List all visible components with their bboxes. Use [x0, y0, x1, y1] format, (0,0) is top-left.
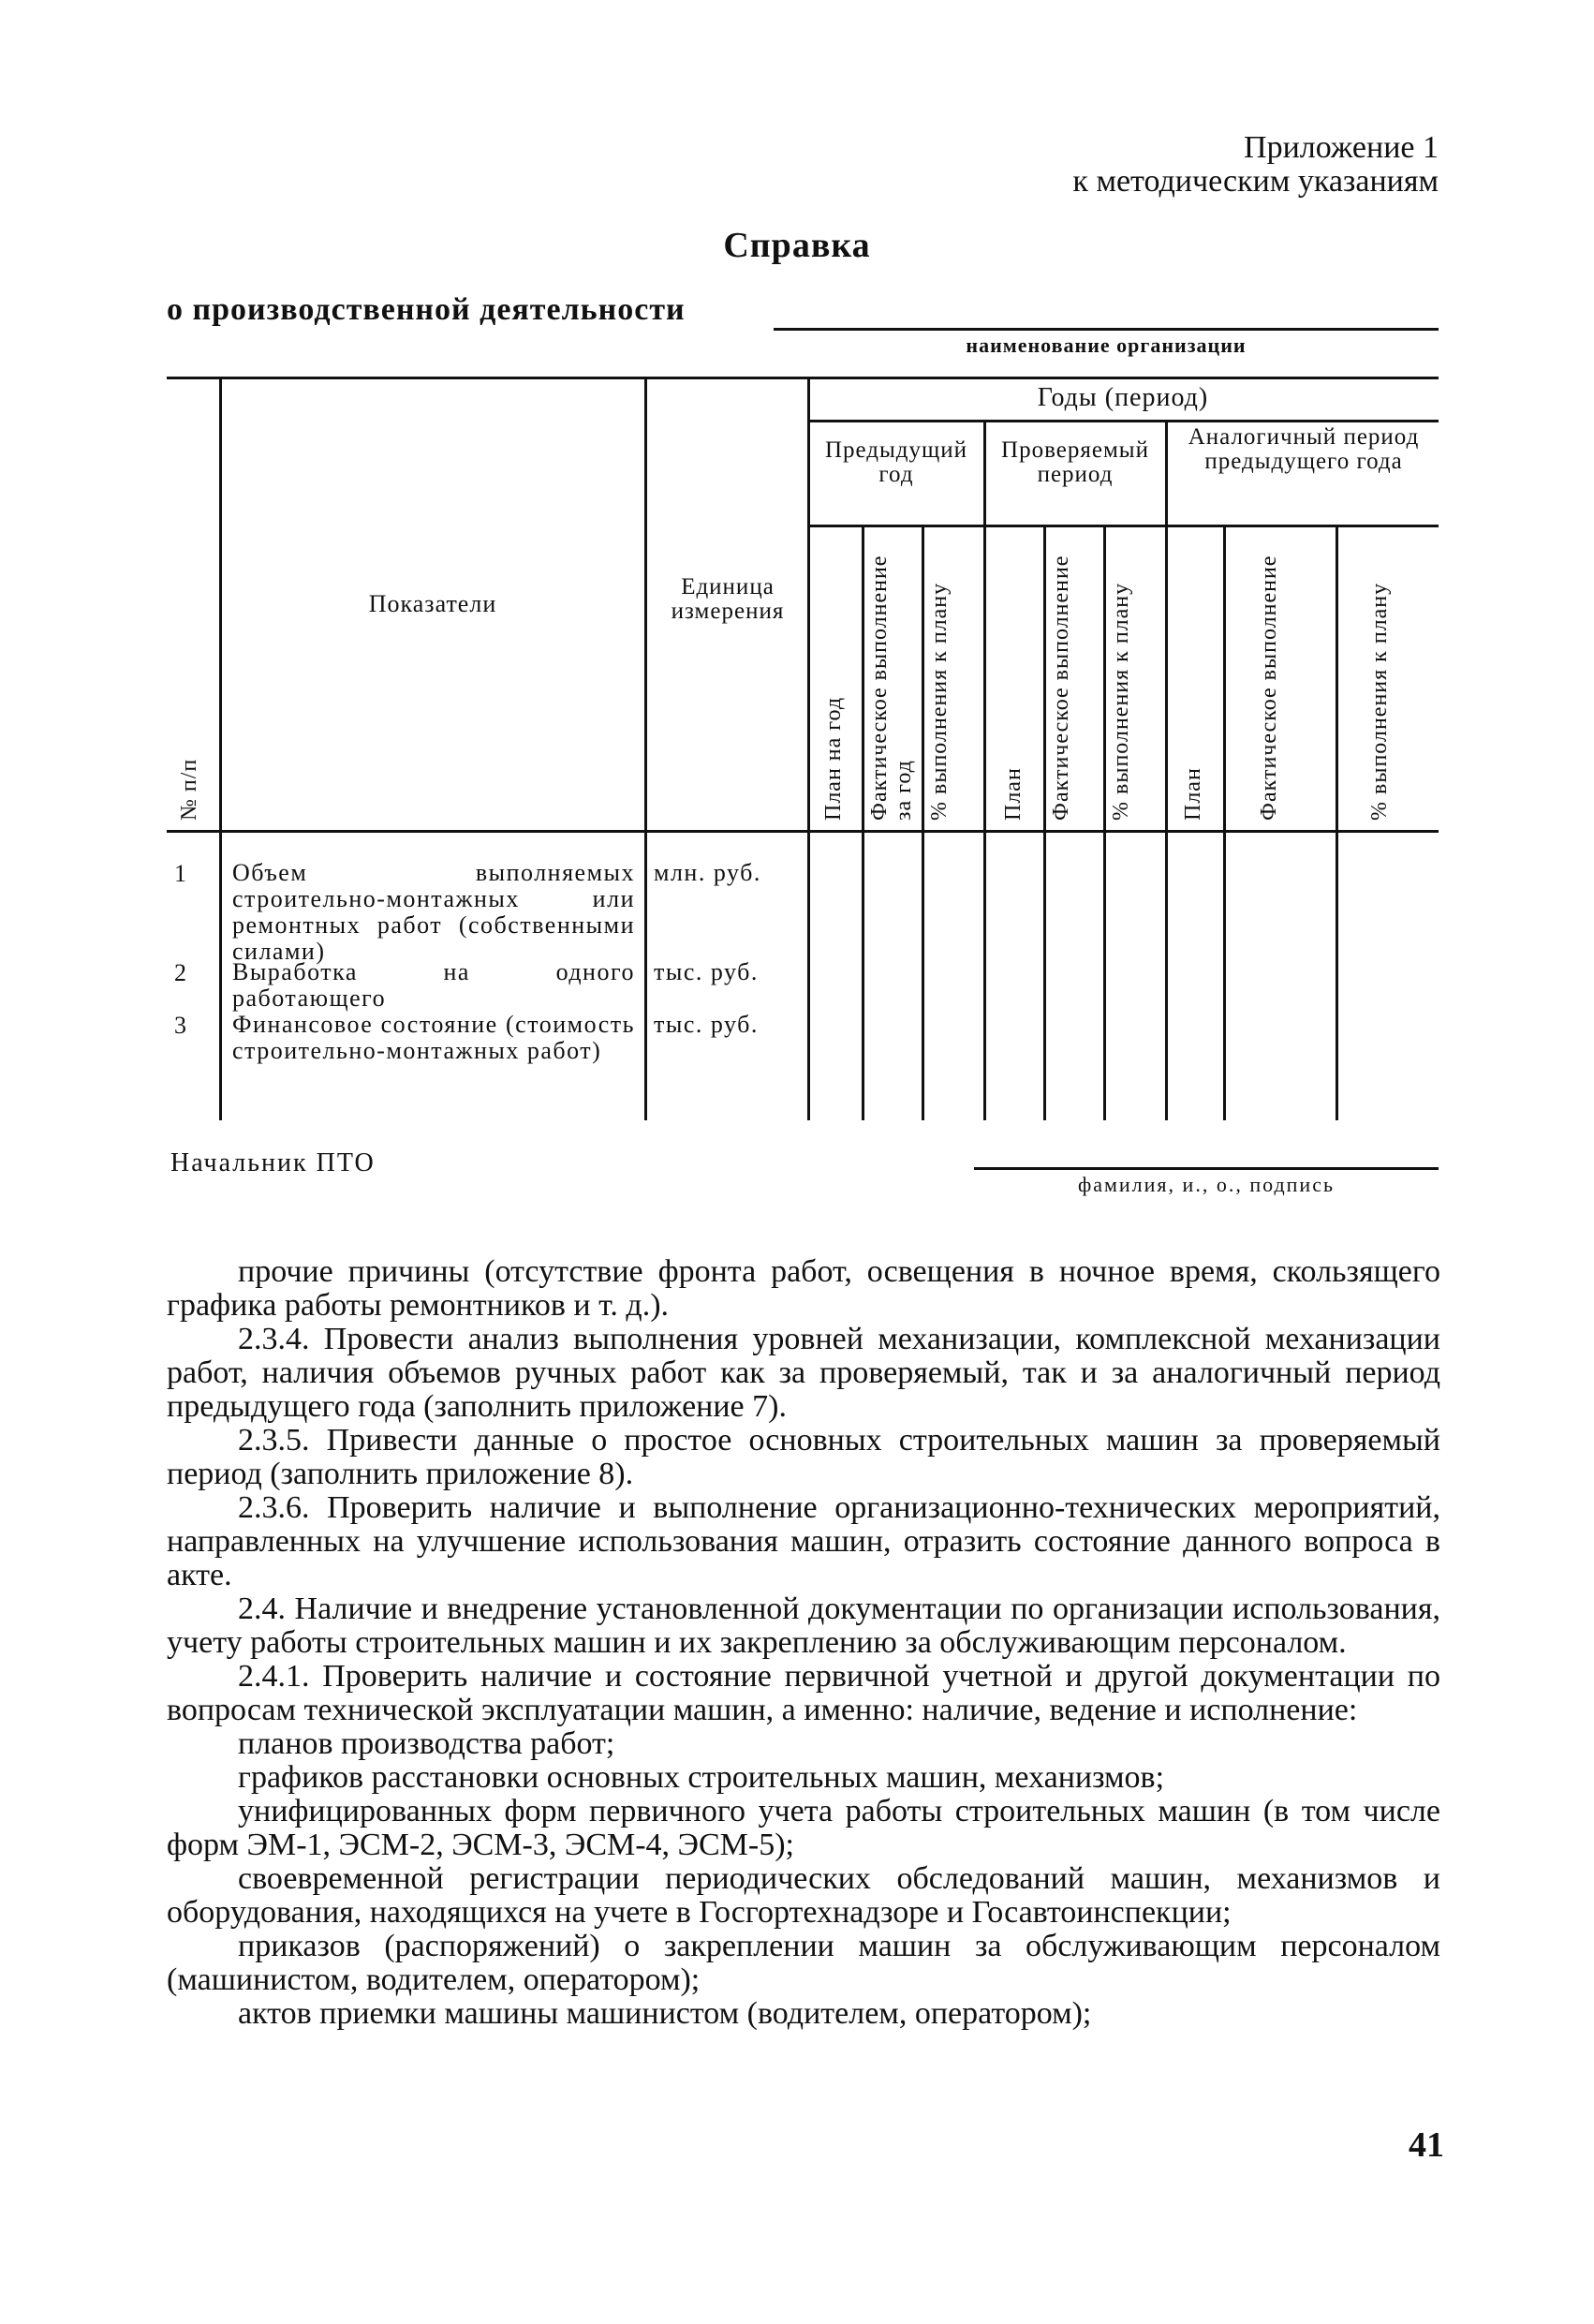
header-indicators: Показатели	[368, 590, 497, 617]
group-divider-1	[983, 420, 986, 1120]
col-divider-num	[219, 377, 222, 1120]
group-divider-2	[1165, 420, 1168, 1120]
header-bottom-border	[167, 830, 1439, 833]
subcol-plan-year: План на год	[821, 696, 846, 821]
body-text	[167, 1255, 1440, 2031]
subcol-divider-5	[1103, 525, 1106, 1120]
signature-label: Начальник ПТО	[170, 1148, 376, 1177]
document-subtitle: о производственной деятельности	[167, 292, 686, 327]
appendix-line-2: к методическим указаниям	[1072, 164, 1439, 199]
subcol-percent-1: % выполнения к плану	[927, 582, 952, 821]
header-num: № п/п	[177, 758, 201, 821]
list-item-5: приказов (распоряжений) о закреплении машин за обслуживающим персоналом (машинистом, водителем, оператором);	[167, 1929, 1440, 1997]
paragraph-4: 2.4. Наличие и внедрение установленной документации по организации использования, учету работы строительных машин и их закреплению за обслуживающим персоналом.	[167, 1591, 1440, 1660]
groups-header-divider	[807, 525, 1439, 527]
subcol-fact-3: Фактическое выполнение	[1257, 555, 1281, 821]
signature-line	[974, 1167, 1439, 1170]
header-unit: Единица измерения	[671, 574, 785, 624]
subcol-divider-8	[1336, 525, 1338, 1120]
row-3-unit: тыс. руб.	[654, 1011, 759, 1038]
organization-name-caption: наименование организации	[966, 333, 1247, 357]
subcol-divider-7	[1223, 525, 1226, 1120]
col-divider-indicators	[644, 377, 647, 1120]
subcol-plan-3: План	[1181, 767, 1205, 821]
row-3-indicator: Финансовое состояние (стоимость строительно-монтажных работ)	[232, 1011, 635, 1064]
list-item-1: планов производства работ;	[238, 1726, 615, 1761]
row-2-indicator: Выработка на одного работающего	[232, 958, 635, 1012]
list-item-4: своевременной регистрации периодических обследований машин, механизмов и оборудования, находящихся на учете в Госгортехнадзоре и Госавтоинспекции;	[167, 1861, 1440, 1930]
list-item-2: графиков расстановки основных строительных машин, механизмов;	[238, 1760, 1165, 1795]
table-top-border	[167, 377, 1439, 379]
appendix-line-1: Приложение 1	[1244, 130, 1439, 165]
header-group-previous-year: Предыдущий год	[824, 437, 968, 487]
header-years: Годы (период)	[1037, 383, 1209, 412]
appendix-note	[1072, 131, 1439, 199]
subcol-percent-2: % выполнения к плану	[1109, 582, 1133, 821]
subcol-fact-year: Фактическое выполнение за год	[867, 555, 916, 821]
signature-caption: фамилия, и., о., подпись	[1077, 1173, 1336, 1196]
paragraph-2: 2.3.5. Привести данные о простое основных строительных машин за проверяемый период (заполнить приложение 8).	[167, 1423, 1440, 1491]
header-group-checked-period: Проверяемый период	[1001, 437, 1149, 487]
paragraph-3: 2.3.6. Проверить наличие и выполнение организационно-технических мероприятий, направленных на улучшение использования машин, отразить состояние данного вопроса в акте.	[167, 1490, 1440, 1592]
paragraph-0: прочие причины (отсутствие фронта работ, освещения в ночное время, скользящего графика работы ремонтников и т. д.).	[167, 1254, 1440, 1323]
col-divider-unit	[807, 377, 810, 1120]
years-header-divider	[807, 420, 1439, 422]
header-group-same-period: Аналогичный период предыдущего года	[1188, 424, 1420, 474]
paragraph-1: 2.3.4. Провести анализ выполнения уровней механизации, комплексной механизации работ, наличия объемов ручных работ как за проверяемый, так и за аналогичный период предыдущего года (заполнить приложение 7).	[167, 1322, 1440, 1424]
subcol-percent-3: % выполнения к плану	[1367, 582, 1392, 821]
list-item-3: унифицированных форм первичного учета работы строительных машин (в том числе форм ЭМ-1, ЭСМ-2, ЭСМ-3, ЭСМ-4, ЭСМ-5);	[167, 1794, 1440, 1862]
row-2-num: 2	[174, 959, 186, 986]
page-number: 41	[1409, 2125, 1444, 2165]
paragraph-5: 2.4.1. Проверить наличие и состояние первичной учетной и другой документации по вопросам технической эксплуатации машин, а именно: наличие, ведение и исполнение:	[167, 1659, 1440, 1727]
subcol-divider-4	[1043, 525, 1046, 1120]
row-1-unit: млн. руб.	[654, 859, 761, 886]
organization-name-line	[774, 328, 1439, 331]
subcol-divider-1	[862, 525, 864, 1120]
row-1-indicator: Объем выполняемых строительно-монтажных или ремонтных работ (собственными силами)	[232, 859, 635, 965]
list-item-6: актов приемки машины машинистом (водителем, оператором);	[238, 1996, 1092, 2031]
subcol-plan-2: План	[1001, 767, 1026, 821]
row-2-unit: тыс. руб.	[654, 958, 759, 985]
row-3-num: 3	[174, 1012, 186, 1039]
document-title: Справка	[723, 226, 871, 265]
subcol-divider-2	[922, 525, 924, 1120]
subcol-fact-2: Фактическое выполнение	[1049, 555, 1073, 821]
row-1-num: 1	[174, 860, 186, 887]
